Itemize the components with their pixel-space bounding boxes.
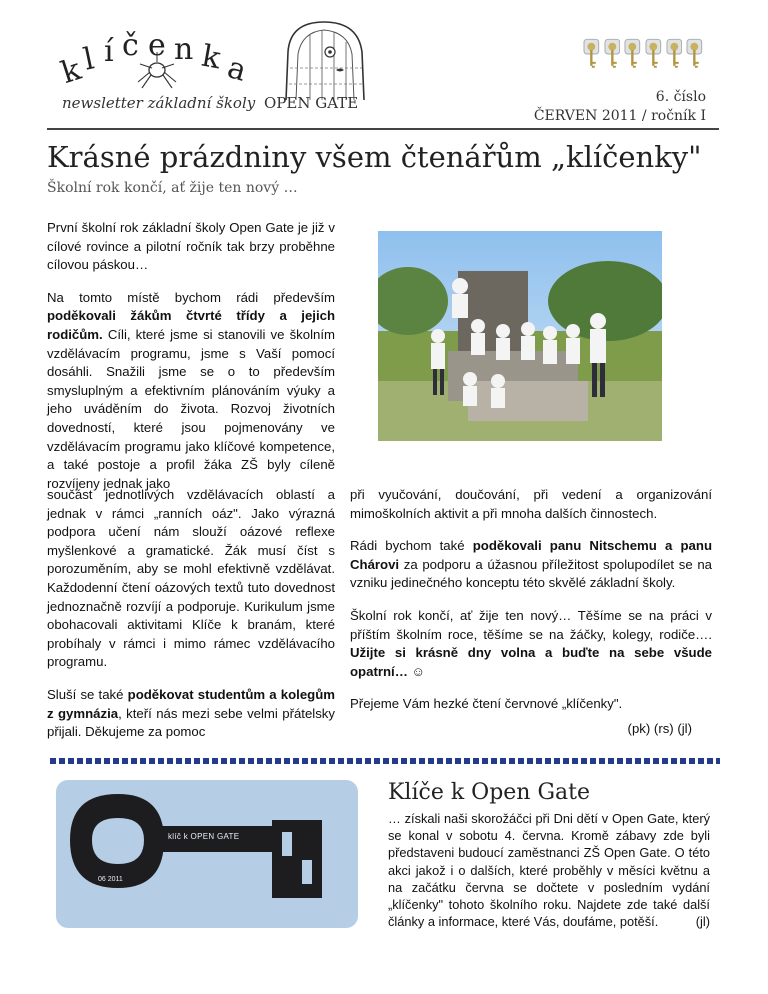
paragraph <box>47 289 335 494</box>
newsletter-subtitle <box>62 94 358 112</box>
paragraph: Přejeme Vám hezké čtení červnové „klíčenky". <box>350 696 623 712</box>
bold-text: Užijte si krásně dny volna a buďte na sebe všude opatrní… ☺ <box>350 645 712 679</box>
text-span: za podporu a úžasnou příležitost spolupodílet se na vzniku jedinečného konceptu této skvělé základní školy. <box>350 556 712 591</box>
key-label: klíč k OPEN GATE <box>168 832 240 841</box>
spider-drawing <box>132 52 182 92</box>
key-image <box>56 780 358 928</box>
key-silhouette <box>56 780 358 928</box>
logo-letter: a <box>223 50 251 89</box>
text-span: , kteří nás mezi sebe velmi přátelsky přijali. Děkujeme za pomoc <box>47 705 335 740</box>
logo-letter: í <box>104 34 114 69</box>
article-subtitle: Školní rok končí, ať žije ten nový … <box>47 180 298 196</box>
logo-letter: k <box>57 52 86 91</box>
issue-info <box>534 88 706 126</box>
logo-letter: k <box>199 38 224 77</box>
logo-letter: l <box>80 41 98 78</box>
text-span: Rádi bychom také <box>350 538 465 554</box>
bold-text: poděkovali panu Nitschemu a panu Chárovi <box>350 538 712 572</box>
logo-letter: č <box>122 28 139 63</box>
key-date: 06 2011 <box>98 876 123 883</box>
paragraph <box>47 686 335 742</box>
text-span: Sluší se také <box>47 686 124 702</box>
key-icon <box>604 38 621 72</box>
paragraph: První školní rok základní školy Open Gate je již v cílové rovince a pilotní ročník tak brzy proběhne cílovou páskou… <box>47 220 335 273</box>
key-icon <box>666 38 683 72</box>
students-photo <box>378 231 662 441</box>
article-title: Krásné prázdniny všem čtenářům „klíčenky" <box>47 140 702 174</box>
bold-text: poděkovat studentům a kolegům z gymnázia <box>47 686 336 721</box>
key-icon <box>686 38 703 72</box>
paragraph <box>350 537 712 593</box>
signature: (pk) (rs) (jl) <box>627 720 692 736</box>
signature: (jl) <box>695 914 710 930</box>
article2-body <box>388 810 710 930</box>
issue-date: ČERVEN 2011 / ročník I <box>533 108 706 124</box>
text-span: Na tomto místě bychom rádi především <box>47 289 335 305</box>
subtitle-school: OPEN GATE <box>264 94 359 112</box>
key-icon <box>624 38 641 72</box>
paragraph: při vyučování, doučování, při vedení a organizování mimoškolních aktivit a při mnoha dalších činnostech. <box>350 487 712 521</box>
subtitle-prefix: newsletter základní školy <box>62 94 256 112</box>
text-span: Cíli, které jsme si stanovili ve školním vzdělávacím programu, jsme s Vaší pomocí dosáhli. Snažili jsme se o to především smysluplným a efektivním plánováním výuky a jeho uváděním do života. Rozvoj životních dovedností, které jsou pojmenovány ve vzdělávacím programu jako klíčové kompetence, a také postoje a profil žáka ZŠ byly cíleně rozvíjeny jednak jako <box>47 326 335 491</box>
article2-title: Klíče k Open Gate <box>388 780 591 805</box>
key-icon <box>645 38 662 72</box>
logo-letter: e <box>148 28 166 63</box>
logo-letter: n <box>174 32 194 67</box>
issue-keys <box>583 38 703 72</box>
article-left-column <box>47 486 335 756</box>
text-span: Školní rok končí, ať žije ten nový… Těšíme se na práci v příštím školním roce, těšíme se na žáčky, kolegy, rodiče…. <box>350 607 712 642</box>
section-divider <box>50 758 720 764</box>
header-rule <box>47 128 719 130</box>
paragraph <box>350 607 712 681</box>
paragraph: součást jednotlivých vzdělávacích oblastí a jednak v rámci „ranních oáz". Jako výrazná podpora učení nám slouží oázové reflexe myšlenkové a gramatické. Žák musí číst s porozuměním, aby se mohl efektivně vzdělávat. Každodenní čtení oázových textů tuto dovednost jednoznačně rozvíjí a podporuje. Kurikulum jsme obohacovali aktivitami Klíče k branám, které probíhaly v rámci i mimo rámec vzdělávacího programu. <box>47 487 335 670</box>
key-icon <box>583 38 600 72</box>
bold-text: poděkovali žákům čtvrté třídy a jejich rodičům. <box>47 308 335 342</box>
paragraph: … získali naši skorožáčci při Dni dětí v Open Gate, který se konal v sobotu 4. června. Kromě zábavy zde byli představeni budoucí zaměstnanci ZŠ Open Gate. O této akci jakož i o dalších, které proběhly v měsíci květnu a na začátku června se dočtete v posledním vydání „klíčenky" tohoto školního roku. Najdete zde také další články a informace, které Vás, doufáme, potěší. <box>388 811 710 930</box>
door-drawing <box>276 18 372 102</box>
article-right-column <box>350 486 712 739</box>
article-intro <box>47 219 335 493</box>
issue-number: 6. číslo <box>655 89 706 105</box>
